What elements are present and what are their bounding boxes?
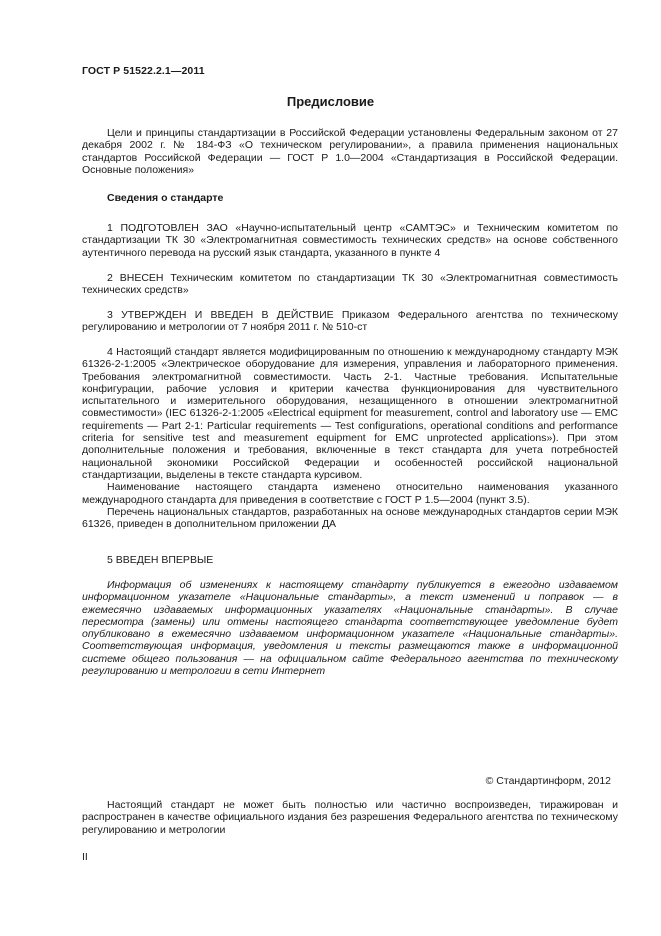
item-4-paragraph-c: Перечень национальных стандартов, разработанных на основе международных стандартов серии МЭК 61326, приведен в дополнительном приложении ДА (82, 505, 618, 531)
intro-section (82, 127, 618, 176)
page-number: II (82, 851, 88, 863)
item-3 (82, 309, 618, 334)
item-4 (82, 346, 618, 530)
reproduction-section (82, 799, 618, 836)
item-2-text: 2 ВНЕСЕН Техническим комитетом по стандартизации ТК 30 «Электромагнитная совместимость технических средств» (82, 272, 618, 297)
reproduction-notice: Настоящий стандарт не может быть полностью или частично воспроизведен, тиражирован и распространен в качестве официального издания без разрешения Федерального агентства по техническому регулированию и метрологии (82, 799, 618, 836)
item-4-paragraph-b: Наименование настоящего стандарта изменено относительно наименования указанного международного стандарта для приведения в соответствие с ГОСТ Р 1.5—2004 (пункт 3.5). (82, 481, 618, 506)
item-1 (82, 222, 618, 259)
item-4-paragraph-a: 4 Настоящий стандарт является модифицированным по отношению к международному стандарту МЭК 61326-2-1:2005 «Электрическое оборудование для измерения, управления и лабораторного применения. Требования электромагнитной совместимости. Часть 2-1. Частные требования. Испытательные конфигурации, рабочие условия и критерии качества функционирования для чувствительного испытательного и измерительного оборудования, незащищенного в отношении электромагнитной совместимости» (IEC 61326-2-1:2005 «Electrical equipment for measurement, control and laboratory use — EMC requirements — Part 2-1: Particular requirements — Test configurations, operational conditions and performance criteria for sensitive test and measurement equipment for EMC unprotected applications»). При этом дополнительные положения и требования, включенные в текст стандарта для учета потребностей национальной экономики Российской Федерации и особенностей российской национальной стандартизации, выделены в тексте стандарта курсивом. (82, 346, 618, 481)
item-3-text: 3 УТВЕРЖДЕН И ВВЕДЕН В ДЕЙСТВИЕ Приказом Федерального агентства по техническому регулированию и метрологии от 7 ноября 2011 г. № 510-ст (82, 309, 618, 334)
info-heading: Сведения о стандарте (107, 192, 224, 204)
intro-paragraph: Цели и принципы стандартизации в Российской Федерации установлены Федеральным законом от 27 декабря 2002 г. № 184-ФЗ «О техническом регулировании», а правила применения национальных стандартов Российской Федерации — ГОСТ Р 1.0—2004 «Стандартизация в Российской Федерации. Основные положения» (82, 127, 618, 176)
standard-code: ГОСТ Р 51522.2.1—2011 (82, 65, 205, 77)
notice-paragraph: Информация об изменениях к настоящему стандарту публикуется в ежегодно издаваемом информационном указателе «Национальные стандарты», а текст изменений и поправок — в ежемесячно издаваемых информационных указателях «Национальные стандарты». В случае пересмотра (замены) или отмены настоящего стандарта соответствующее уведомление будет опубликовано в ежемесячно издаваемом информационном указателе «Национальные стандарты». Соответствующая информация, уведомления и тексты размещаются также в информационной системе общего пользования — на официальном сайте Федерального агентства по техническому регулированию и метрологии в сети Интернет (82, 579, 618, 678)
item-2 (82, 272, 618, 297)
notice-section (82, 579, 618, 677)
item-5 (82, 554, 618, 566)
copyright: © Стандартинформ, 2012 (485, 775, 611, 787)
item-1-text: 1 ПОДГОТОВЛЕН ЗАО «Научно-испытательный центр «САМТЭС» и Техническим комитетом по стандартизации ТК 30 «Электромагнитная совместимость технических средств» на основе собственного аутентичного перевода на русский язык стандарта, указанного в пункте 4 (82, 222, 618, 259)
page-title: Предисловие (286, 94, 375, 109)
info-heading-section (82, 192, 618, 204)
item-5-text: 5 ВВЕДЕН ВПЕРВЫЕ (107, 554, 214, 566)
